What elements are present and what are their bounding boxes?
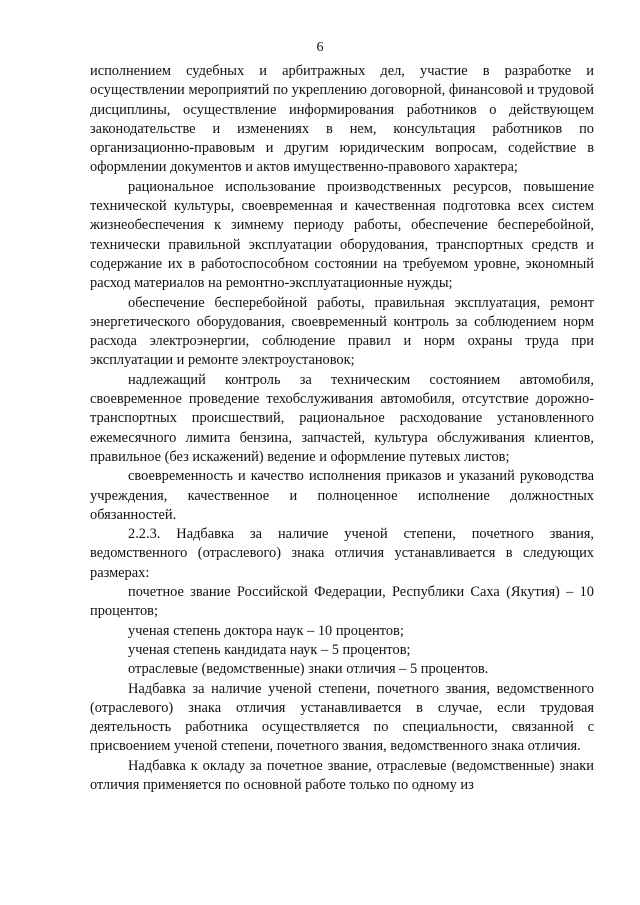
list-item-industry-badges: отраслевые (ведомственные) знаки отличия – 5 процентов.: [128, 661, 489, 678]
list-item-doctor-degree: ученая степень доктора наук – 10 процентов;: [128, 622, 404, 639]
paragraph-orders-execution: своевременность и качество исполнения приказов и указаний руководства учреждения, качественное и полноценное исполнение должностных обязанностей.: [90, 468, 594, 523]
paragraph-section-2-2-3: 2.2.3. Надбавка за наличие ученой степени, почетного звания, ведомственного (отраслевого) знака отличия устанавливается в следующих размерах:: [90, 526, 594, 581]
list-item-candidate-degree: ученая степень кандидата наук – 5 процентов;: [128, 641, 411, 658]
paragraph-allowance-condition: Надбавка за наличие ученой степени, почетного звания, ведомственного (отраслевого) знака отличия устанавливается в случае, если трудовая деятельность работника осуществляется по специальности, связанной с присвоением ученой степени, почетного звания, ведомственного знака отличия.: [90, 680, 594, 755]
document-body: [90, 62, 594, 795]
paragraph-vehicle-control: надлежащий контроль за техническим состоянием автомобиля, своевременное проведение техобслуживания автомобиля, отсутствие дорожно-транспортных происшествий, рациональное расходование установленного ежемесячного лимита бензина, запчастей, культура обслуживания клиентов, правильное (без искажений) ведение и оформление путевых листов;: [90, 371, 594, 465]
paragraph-energy-equipment: обеспечение бесперебойной работы, правильная эксплуатация, ремонт энергетического оборудования, своевременный контроль за соблюдением норм расхода электроэнергии, соблюдение правил и норм охраны труда при эксплуатации и ремонте электроустановок;: [90, 294, 594, 369]
paragraph-legal-duties: исполнением судебных и арбитражных дел, участие в разработке и осуществлении мероприятий по укреплению договорной, финансовой и трудовой дисциплины, осуществление информирования работников о действующем законодательстве и изменениях в нем, консультация работников по организационно-правовым и другим юридическим вопросам, содействие в оформлении документов и актов имущественно-правового характера;: [90, 63, 594, 176]
list-item-honorary-title: почетное звание Российской Федерации, Республики Саха (Якутия) – 10 процентов;: [90, 584, 594, 620]
paragraph-resources: рациональное использование производственных ресурсов, повышение технической культуры, своевременная и качественная подготовка всех систем жизнеобеспечения к зимнему периоду работы, обеспечение бесперебойной, технически правильной эксплуатации оборудования, транспортных средств и содержание их в работоспособном состоянии на требуемом уровне, экономный расход материалов на ремонтно-эксплуатационные нужды;: [90, 178, 594, 292]
paragraph-allowance-single: Надбавка к окладу за почетное звание, отраслевые (ведомственные) знаки отличия применяется по основной работе только по одному из: [90, 757, 594, 793]
page-number: 6: [316, 40, 324, 55]
